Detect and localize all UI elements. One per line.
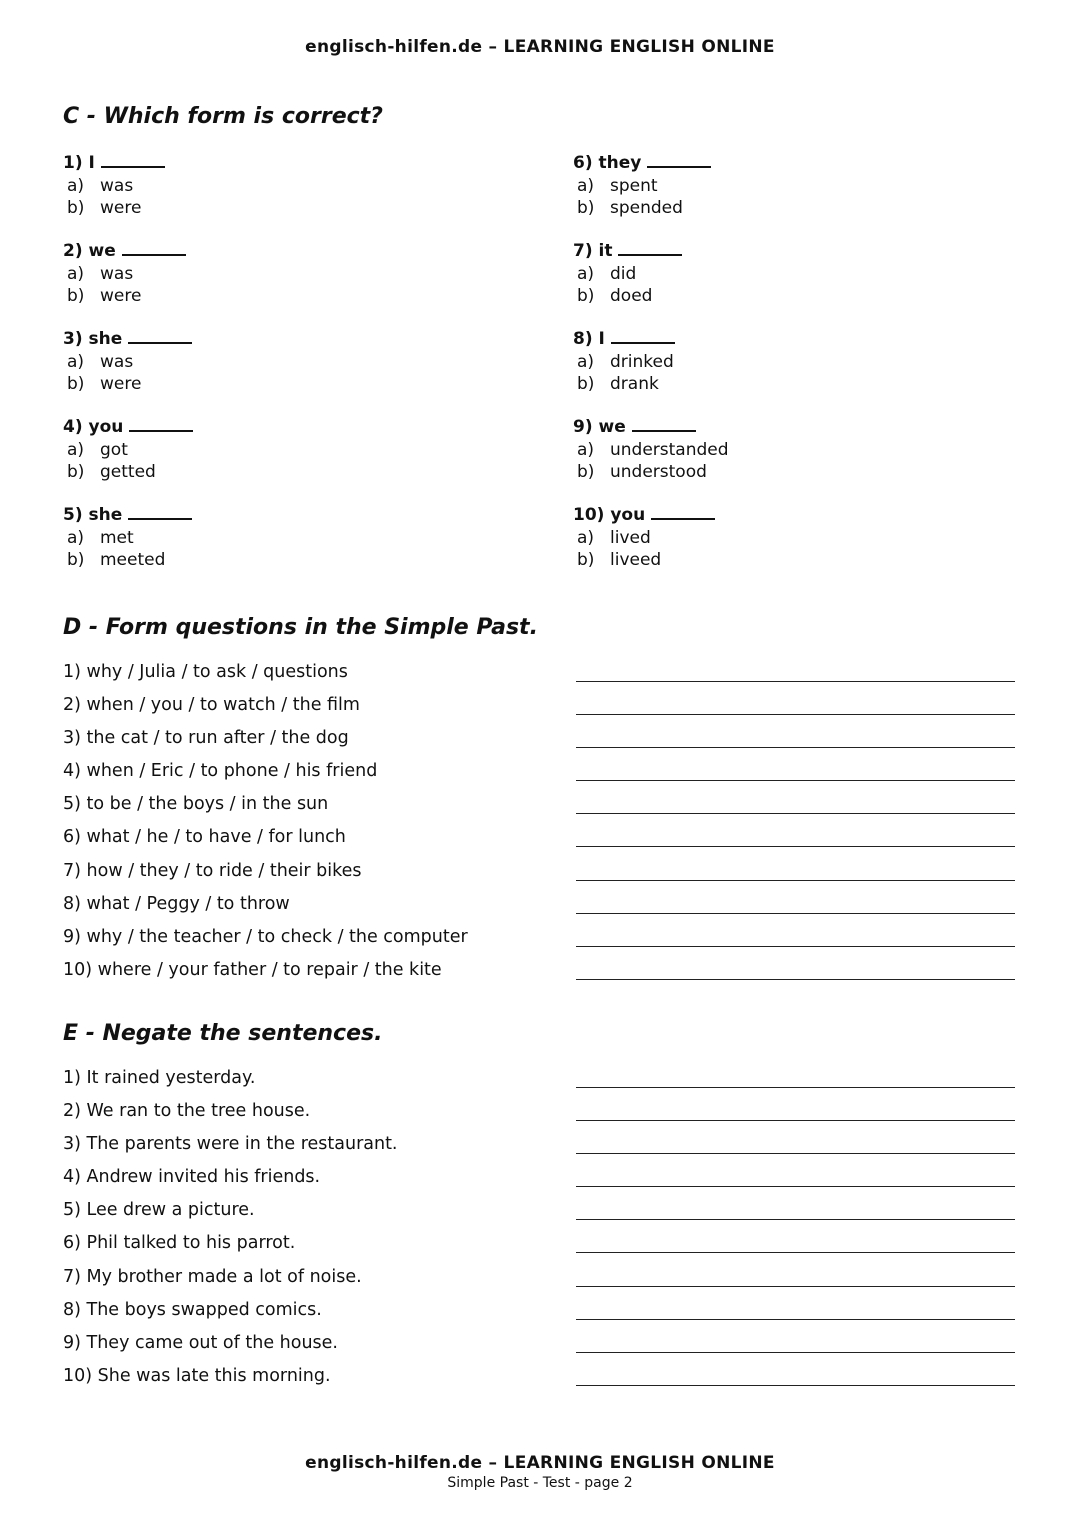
prompt-text: 7) how / they / to ride / their bikes (63, 860, 362, 881)
mc-question-text: 8) I (573, 329, 605, 349)
option-letter: a) (577, 264, 595, 284)
answer-line[interactable] (576, 1352, 1015, 1353)
sentence-row (63, 1265, 1015, 1298)
mc-option-a[interactable] (573, 175, 1013, 197)
option-letter: b) (577, 286, 595, 306)
option-text: meeted (100, 550, 166, 570)
question-row (63, 892, 1015, 925)
answer-blank[interactable] (611, 327, 675, 344)
option-letter: b) (67, 374, 85, 394)
option-text: understood (610, 462, 707, 482)
sentence-row (63, 1298, 1015, 1331)
mc-question-text: 3) she (63, 329, 123, 349)
answer-line[interactable] (576, 1286, 1015, 1287)
answer-line[interactable] (576, 1219, 1015, 1220)
prompt-text: 8) The boys swapped comics. (63, 1299, 322, 1320)
mc-question-item (573, 503, 1013, 591)
question-row (63, 792, 1015, 825)
mc-option-b[interactable] (63, 197, 503, 219)
section-e-list (63, 1066, 1015, 1397)
option-letter: b) (67, 286, 85, 306)
answer-line[interactable] (576, 1153, 1015, 1154)
answer-line[interactable] (576, 1319, 1015, 1320)
question-row (63, 958, 1015, 991)
prompt-text: 9) They came out of the house. (63, 1332, 338, 1353)
prompt-text: 5) to be / the boys / in the sun (63, 794, 329, 815)
mc-question-item (63, 239, 503, 327)
answer-line[interactable] (576, 946, 1015, 947)
mc-question (573, 239, 1013, 263)
mc-option-b[interactable] (573, 197, 1013, 219)
mc-option-a[interactable] (573, 263, 1013, 285)
option-text: met (100, 528, 134, 548)
prompt-text: 2) when / you / to watch / the film (63, 695, 360, 716)
mc-question-item (573, 415, 1013, 503)
prompt-text: 3) the cat / to run after / the dog (63, 728, 349, 749)
option-text: were (100, 286, 142, 306)
section-d-title: D - Form questions in the Simple Past. (63, 615, 538, 640)
mc-question-text: 1) I (63, 153, 95, 173)
mc-option-b[interactable] (63, 549, 503, 571)
sentence-row (63, 1198, 1015, 1231)
option-text: was (100, 176, 134, 196)
question-row (63, 825, 1015, 858)
answer-line[interactable] (576, 846, 1015, 847)
mc-option-a[interactable] (573, 439, 1013, 461)
mc-question-text: 2) we (63, 241, 116, 261)
mc-question-text: 6) they (573, 153, 642, 173)
answer-blank[interactable] (618, 239, 682, 256)
mc-question (573, 151, 1013, 175)
option-text: was (100, 352, 134, 372)
page-footer-title: englisch-hilfen.de – LEARNING ENGLISH ONLINE (305, 1453, 775, 1473)
prompt-text: 5) Lee drew a picture. (63, 1200, 255, 1221)
option-letter: b) (67, 550, 85, 570)
question-row (63, 693, 1015, 726)
mc-question-item (573, 151, 1013, 239)
answer-blank[interactable] (129, 415, 193, 432)
option-letter: a) (577, 528, 595, 548)
answer-line[interactable] (576, 747, 1015, 748)
mc-option-a[interactable] (63, 263, 503, 285)
mc-option-b[interactable] (573, 461, 1013, 483)
answer-line[interactable] (576, 780, 1015, 781)
page-footer-subtitle: Simple Past - Test - page 2 (447, 1475, 633, 1491)
sentence-row (63, 1231, 1015, 1264)
answer-blank[interactable] (632, 415, 696, 432)
mc-question (63, 503, 503, 527)
mc-option-b[interactable] (573, 285, 1013, 307)
answer-line[interactable] (576, 714, 1015, 715)
answer-blank[interactable] (128, 327, 192, 344)
mc-option-a[interactable] (573, 527, 1013, 549)
mc-question-item (573, 239, 1013, 327)
answer-line[interactable] (576, 913, 1015, 914)
option-letter: b) (67, 462, 85, 482)
option-text: did (610, 264, 637, 284)
question-row (63, 660, 1015, 693)
option-text: were (100, 198, 142, 218)
section-c-title: C - Which form is correct? (63, 104, 383, 129)
mc-question-item (63, 415, 503, 503)
question-row (63, 859, 1015, 892)
option-text: drank (610, 374, 659, 394)
sentence-row (63, 1066, 1015, 1099)
option-letter: b) (577, 462, 595, 482)
mc-question (573, 503, 1013, 527)
prompt-text: 1) It rained yesterday. (63, 1068, 256, 1088)
prompt-text: 10) where / your father / to repair / the kite (63, 959, 442, 980)
option-text: understanded (610, 440, 729, 460)
sentence-row (63, 1099, 1015, 1132)
mc-option-b[interactable] (573, 373, 1013, 395)
option-letter: a) (577, 176, 595, 196)
mc-option-a[interactable] (63, 439, 503, 461)
mc-question-text: 9) we (573, 417, 626, 437)
answer-blank[interactable] (101, 151, 165, 168)
answer-line[interactable] (576, 1252, 1015, 1253)
mc-question-text: 10) you (573, 505, 646, 525)
mc-question (63, 239, 503, 263)
option-text: spended (610, 198, 683, 218)
option-text: lived (610, 528, 651, 548)
mc-question (573, 415, 1013, 439)
prompt-text: 4) when / Eric / to phone / his friend (63, 761, 378, 782)
mc-question (63, 327, 503, 351)
option-text: got (100, 440, 128, 460)
prompt-text: 6) Phil talked to his parrot. (63, 1233, 296, 1254)
sentence-row (63, 1364, 1015, 1397)
answer-blank[interactable] (647, 151, 711, 168)
option-text: was (100, 264, 134, 284)
answer-line[interactable] (576, 1120, 1015, 1121)
answer-line[interactable] (576, 1186, 1015, 1187)
option-letter: b) (577, 550, 595, 570)
mc-question-text: 7) it (573, 241, 613, 261)
mc-question (63, 151, 503, 175)
mc-option-a[interactable] (573, 351, 1013, 373)
option-text: drinked (610, 352, 674, 372)
answer-line[interactable] (576, 1087, 1015, 1088)
option-text: doed (610, 286, 653, 306)
option-letter: a) (577, 440, 595, 460)
mc-column-right (573, 151, 1013, 591)
prompt-text: 1) why / Julia / to ask / questions (63, 662, 348, 682)
answer-line[interactable] (576, 813, 1015, 814)
mc-question-item (63, 327, 503, 415)
mc-question-item (573, 327, 1013, 415)
option-letter: b) (577, 198, 595, 218)
mc-question-text: 5) she (63, 505, 123, 525)
option-letter: b) (577, 374, 595, 394)
prompt-text: 8) what / Peggy / to throw (63, 893, 290, 914)
mc-question-item (63, 503, 503, 591)
option-letter: a) (577, 352, 595, 372)
option-text: liveed (610, 550, 662, 570)
option-letter: a) (67, 264, 85, 284)
page-header: englisch-hilfen.de – LEARNING ENGLISH ONLINE (305, 37, 775, 57)
sentence-row (63, 1165, 1015, 1198)
answer-line[interactable] (576, 681, 1015, 682)
option-letter: a) (67, 528, 85, 548)
answer-blank[interactable] (651, 503, 715, 520)
question-row (63, 759, 1015, 792)
mc-option-b[interactable] (573, 549, 1013, 571)
prompt-text: 9) why / the teacher / to check / the computer (63, 926, 468, 947)
answer-line[interactable] (576, 979, 1015, 980)
option-letter: a) (67, 352, 85, 372)
option-text: were (100, 374, 142, 394)
mc-question-item (63, 151, 503, 239)
sentence-row (63, 1132, 1015, 1165)
section-e-title: E - Negate the sentences. (63, 1021, 383, 1046)
option-letter: a) (67, 176, 85, 196)
mc-option-a[interactable] (63, 175, 503, 197)
answer-line[interactable] (576, 1385, 1015, 1386)
prompt-text: 4) Andrew invited his friends. (63, 1167, 321, 1188)
mc-option-b[interactable] (63, 461, 503, 483)
mc-option-b[interactable] (63, 373, 503, 395)
mc-question (573, 327, 1013, 351)
mc-option-b[interactable] (63, 285, 503, 307)
mc-option-a[interactable] (63, 351, 503, 373)
answer-blank[interactable] (128, 503, 192, 520)
mc-question (63, 415, 503, 439)
prompt-text: 3) The parents were in the restaurant. (63, 1134, 398, 1155)
question-row (63, 726, 1015, 759)
mc-question-text: 4) you (63, 417, 124, 437)
prompt-text: 10) She was late this morning. (63, 1365, 331, 1386)
sentence-row (63, 1331, 1015, 1364)
section-d-list (63, 660, 1015, 991)
answer-blank[interactable] (122, 239, 186, 256)
option-text: getted (100, 462, 156, 482)
question-row (63, 925, 1015, 958)
prompt-text: 2) We ran to the tree house. (63, 1101, 311, 1122)
answer-line[interactable] (576, 880, 1015, 881)
prompt-text: 6) what / he / to have / for lunch (63, 827, 346, 848)
option-letter: b) (67, 198, 85, 218)
prompt-text: 7) My brother made a lot of noise. (63, 1266, 362, 1287)
option-text: spent (610, 176, 658, 196)
option-letter: a) (67, 440, 85, 460)
mc-column-left (63, 151, 503, 591)
mc-option-a[interactable] (63, 527, 503, 549)
